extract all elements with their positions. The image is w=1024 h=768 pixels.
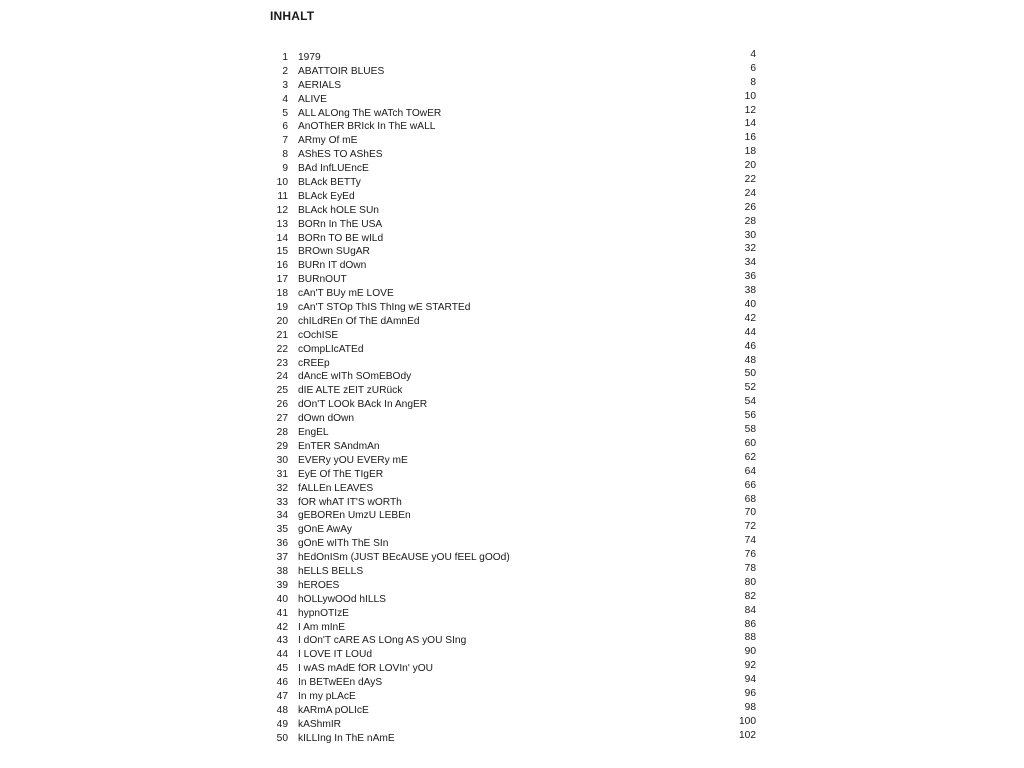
entry-page-number: 16 bbox=[744, 132, 756, 144]
entry-title: dIE ALTE zEIT zURück bbox=[298, 385, 403, 397]
entry-page-number: 90 bbox=[744, 646, 756, 658]
entry-number: 18 bbox=[276, 288, 288, 300]
toc-entry bbox=[260, 148, 560, 162]
entry-title: ALIVE bbox=[298, 93, 327, 105]
entry-page-number: 36 bbox=[744, 271, 756, 283]
entry-page-number: 72 bbox=[744, 521, 756, 533]
entry-page-number: 56 bbox=[744, 410, 756, 422]
toc-entry bbox=[260, 732, 560, 746]
entry-number: 16 bbox=[276, 260, 288, 272]
toc-entry bbox=[260, 315, 560, 329]
toc-entry bbox=[260, 718, 560, 732]
entry-number: 30 bbox=[276, 454, 288, 466]
toc-entry bbox=[260, 523, 560, 537]
entry-title: EnTER SAndmAn bbox=[298, 440, 380, 452]
entry-page-number: 22 bbox=[744, 174, 756, 186]
entry-page-number: 46 bbox=[744, 340, 756, 352]
entry-page-number: 40 bbox=[744, 299, 756, 311]
toc-entry bbox=[260, 65, 560, 79]
entry-title: hELLS BELLS bbox=[298, 565, 364, 577]
entry-title: BLAck hOLE SUn bbox=[298, 204, 379, 216]
toc-entry bbox=[260, 370, 560, 384]
entry-number: 15 bbox=[276, 246, 288, 258]
entry-title: hOLLywOOd hILLS bbox=[298, 593, 386, 605]
toc-entry bbox=[260, 343, 560, 357]
entry-title: ABATTOIR BLUES bbox=[298, 65, 385, 77]
toc-entry bbox=[260, 134, 560, 148]
entry-title: fALLEn LEAVES bbox=[298, 482, 374, 494]
entry-title: AnOThER BRIck In ThE wALL bbox=[298, 121, 436, 133]
entry-title: AERIALS bbox=[298, 79, 342, 91]
toc-entry bbox=[260, 384, 560, 398]
entry-number: 36 bbox=[276, 538, 288, 550]
toc-entry bbox=[260, 537, 560, 551]
entry-number: 20 bbox=[276, 315, 288, 327]
entry-title: cAn'T BUy mE LOVE bbox=[298, 288, 394, 300]
entry-page-number: 24 bbox=[744, 187, 756, 199]
entry-page-number: 102 bbox=[739, 729, 756, 741]
toc-entry bbox=[260, 426, 560, 440]
entry-title: BURn IT dOwn bbox=[298, 260, 367, 272]
entry-title: cOchISE bbox=[298, 329, 339, 341]
entry-title: dAncE wITh SOmEBOdy bbox=[298, 371, 412, 383]
entry-number: 8 bbox=[282, 149, 288, 161]
entry-title: EngEL bbox=[298, 427, 329, 439]
toc-entry bbox=[260, 565, 560, 579]
entry-page-number: 18 bbox=[744, 146, 756, 158]
entry-page-number: 88 bbox=[744, 632, 756, 644]
entry-number: 37 bbox=[276, 552, 288, 564]
entry-title: cOmpLIcATEd bbox=[298, 343, 364, 355]
toc-entry bbox=[260, 273, 560, 287]
entry-title: hypnOTIzE bbox=[298, 607, 349, 619]
entry-number: 41 bbox=[276, 607, 288, 619]
entry-title: EyE Of ThE TIgER bbox=[298, 468, 384, 480]
entry-number: 40 bbox=[276, 593, 288, 605]
entry-number: 25 bbox=[276, 385, 288, 397]
entry-title: hEROES bbox=[298, 579, 340, 591]
entry-number: 38 bbox=[276, 565, 288, 577]
entry-page-number: 60 bbox=[744, 437, 756, 449]
entry-title: I wAS mAdE fOR LOVIn' yOU bbox=[298, 663, 433, 675]
entry-page-number: 76 bbox=[744, 549, 756, 561]
toc-entry bbox=[260, 287, 560, 301]
toc-entry bbox=[260, 621, 560, 635]
entry-page-number: 32 bbox=[744, 243, 756, 255]
entry-number: 29 bbox=[276, 440, 288, 452]
toc-entry bbox=[260, 107, 560, 121]
toc-entry bbox=[260, 634, 560, 648]
entry-page-number: 8 bbox=[750, 76, 756, 88]
toc-entry bbox=[260, 607, 560, 621]
entry-number: 43 bbox=[276, 635, 288, 647]
entry-page-number: 6 bbox=[750, 62, 756, 74]
entry-title: hEdOnISm (JUST BEcAUSE yOU fEEL gOOd) bbox=[298, 552, 510, 564]
entry-title: cAn'T STOp ThIS ThIng wE STARTEd bbox=[298, 302, 471, 314]
entry-number: 4 bbox=[282, 93, 288, 105]
entry-number: 26 bbox=[276, 399, 288, 411]
toc-entry bbox=[260, 593, 560, 607]
toc-entry bbox=[260, 93, 560, 107]
toc-entry bbox=[260, 704, 560, 718]
entry-page-number: 70 bbox=[744, 507, 756, 519]
toc-entry bbox=[260, 79, 560, 93]
entry-page-number: 100 bbox=[739, 715, 756, 727]
entry-title: In my pLAcE bbox=[298, 690, 356, 702]
entry-number: 33 bbox=[276, 496, 288, 508]
entry-number: 42 bbox=[276, 621, 288, 633]
entry-title: I LOVE IT LOUd bbox=[298, 649, 372, 661]
toc-entry bbox=[260, 398, 560, 412]
toc-entry bbox=[260, 454, 560, 468]
entry-title: ALL ALOng ThE wATch TOwER bbox=[298, 107, 442, 119]
entry-number: 50 bbox=[276, 732, 288, 744]
entry-page-number: 84 bbox=[744, 604, 756, 616]
entry-title: I Am mInE bbox=[298, 621, 345, 633]
entry-number: 12 bbox=[276, 204, 288, 216]
toc-entry bbox=[260, 551, 560, 565]
entry-number: 28 bbox=[276, 427, 288, 439]
toc-entry bbox=[260, 245, 560, 259]
entry-page-number: 14 bbox=[744, 118, 756, 130]
toc-entry bbox=[260, 496, 560, 510]
toc-entry bbox=[260, 468, 560, 482]
entry-number: 9 bbox=[282, 163, 288, 175]
entry-page-number: 92 bbox=[744, 660, 756, 672]
entry-page-number: 94 bbox=[744, 674, 756, 686]
entry-number: 13 bbox=[276, 218, 288, 230]
entry-title: kARmA pOLIcE bbox=[298, 704, 369, 716]
entry-title: ARmy Of mE bbox=[298, 135, 358, 147]
entry-page-number: 10 bbox=[744, 90, 756, 102]
entry-page-number: 30 bbox=[744, 229, 756, 241]
entry-title: BLAck BETTy bbox=[298, 177, 361, 189]
entry-number: 44 bbox=[276, 649, 288, 661]
entry-number: 48 bbox=[276, 704, 288, 716]
toc-entry bbox=[260, 162, 560, 176]
toc-entry bbox=[260, 329, 560, 343]
table-of-contents bbox=[260, 51, 560, 746]
entry-number: 2 bbox=[282, 65, 288, 77]
entry-page-number: 26 bbox=[744, 201, 756, 213]
entry-title: I dOn'T cARE AS LOng AS yOU SIng bbox=[298, 635, 467, 647]
entry-title: EVERy yOU EVERy mE bbox=[298, 454, 408, 466]
entry-number: 31 bbox=[276, 468, 288, 480]
entry-title: kAShmIR bbox=[298, 718, 342, 730]
entry-page-number: 86 bbox=[744, 618, 756, 630]
entry-title: In BETwEEn dAyS bbox=[298, 677, 383, 689]
entry-title: gEBOREn UmzU LEBEn bbox=[298, 510, 411, 522]
entry-number: 27 bbox=[276, 413, 288, 425]
entry-number: 45 bbox=[276, 663, 288, 675]
entry-page-number: 52 bbox=[744, 382, 756, 394]
toc-entry bbox=[260, 676, 560, 690]
entry-page-number: 96 bbox=[744, 687, 756, 699]
entry-page-number: 42 bbox=[744, 312, 756, 324]
entry-number: 23 bbox=[276, 357, 288, 369]
entry-number: 24 bbox=[276, 371, 288, 383]
entry-number: 5 bbox=[282, 107, 288, 119]
entry-title: kILLIng In ThE nAmE bbox=[298, 732, 395, 744]
toc-entry bbox=[260, 218, 560, 232]
entry-page-number: 82 bbox=[744, 590, 756, 602]
toc-entry bbox=[260, 176, 560, 190]
entry-page-number: 20 bbox=[744, 160, 756, 172]
toc-entry bbox=[260, 204, 560, 218]
toc-entry bbox=[260, 690, 560, 704]
entry-number: 22 bbox=[276, 343, 288, 355]
entry-page-number: 4 bbox=[750, 49, 756, 60]
toc-entry bbox=[260, 648, 560, 662]
toc-entry bbox=[260, 440, 560, 454]
entry-title: gOnE AwAy bbox=[298, 524, 352, 536]
entry-page-number: 54 bbox=[744, 396, 756, 408]
entry-title: gOnE wITh ThE SIn bbox=[298, 538, 389, 550]
entry-page-number: 98 bbox=[744, 701, 756, 713]
entry-page-number: 74 bbox=[744, 535, 756, 547]
entry-page-number: 64 bbox=[744, 465, 756, 477]
entry-number: 32 bbox=[276, 482, 288, 494]
entry-number: 49 bbox=[276, 718, 288, 730]
entry-title: dOwn dOwn bbox=[298, 413, 355, 425]
entry-title: BAd InfLUEncE bbox=[298, 163, 369, 175]
entry-number: 34 bbox=[276, 510, 288, 522]
entry-page-number: 50 bbox=[744, 368, 756, 380]
entry-page-number: 78 bbox=[744, 562, 756, 574]
entry-page-number: 44 bbox=[744, 326, 756, 338]
entry-page-number: 38 bbox=[744, 285, 756, 297]
entry-page-number: 62 bbox=[744, 451, 756, 463]
entry-number: 19 bbox=[276, 302, 288, 314]
entry-title: cREEp bbox=[298, 357, 330, 369]
toc-entry bbox=[260, 232, 560, 246]
entry-title: BROwn SUgAR bbox=[298, 246, 370, 258]
entry-title: BLAck EyEd bbox=[298, 190, 355, 202]
toc-entry bbox=[260, 509, 560, 523]
entry-page-number: 58 bbox=[744, 424, 756, 436]
entry-title: BURnOUT bbox=[298, 274, 347, 286]
entry-page-number: 68 bbox=[744, 493, 756, 505]
entry-title: dOn'T LOOk BAck In AngER bbox=[298, 399, 428, 411]
toc-entry bbox=[260, 120, 560, 134]
entry-number: 10 bbox=[276, 177, 288, 189]
page-heading: INHALT bbox=[270, 9, 315, 23]
toc-entry bbox=[260, 579, 560, 593]
entry-page-number: 48 bbox=[744, 354, 756, 366]
entry-number: 17 bbox=[276, 274, 288, 286]
entry-page-number: 28 bbox=[744, 215, 756, 227]
toc-entry bbox=[260, 482, 560, 496]
entry-title: AShES TO AShES bbox=[298, 149, 383, 161]
entry-title: chILdREn Of ThE dAmnEd bbox=[298, 315, 420, 327]
entry-number: 1 bbox=[282, 52, 288, 63]
toc-entry bbox=[260, 51, 560, 65]
entry-number: 21 bbox=[276, 329, 288, 341]
entry-title: BORn In ThE USA bbox=[298, 218, 383, 230]
entry-number: 47 bbox=[276, 690, 288, 702]
toc-entry bbox=[260, 412, 560, 426]
toc-entry bbox=[260, 662, 560, 676]
entry-title: 1979 bbox=[298, 52, 321, 63]
entry-page-number: 12 bbox=[744, 104, 756, 116]
toc-entry bbox=[260, 190, 560, 204]
entry-number: 39 bbox=[276, 579, 288, 591]
toc-entry bbox=[260, 301, 560, 315]
entry-number: 6 bbox=[282, 121, 288, 133]
entry-page-number: 34 bbox=[744, 257, 756, 269]
toc-entry bbox=[260, 259, 560, 273]
entry-number: 7 bbox=[282, 135, 288, 147]
entry-number: 35 bbox=[276, 524, 288, 536]
page-number-column bbox=[720, 48, 756, 743]
toc-entry bbox=[260, 357, 560, 371]
entry-page-number: 80 bbox=[744, 576, 756, 588]
entry-number: 11 bbox=[277, 190, 288, 202]
entry-page-number: 66 bbox=[744, 479, 756, 491]
entry-title: fOR whAT IT'S wORTh bbox=[298, 496, 402, 508]
entry-number: 14 bbox=[276, 232, 288, 244]
entry-title: BORn TO BE wILd bbox=[298, 232, 384, 244]
entry-number: 3 bbox=[282, 79, 288, 91]
entry-number: 46 bbox=[276, 677, 288, 689]
